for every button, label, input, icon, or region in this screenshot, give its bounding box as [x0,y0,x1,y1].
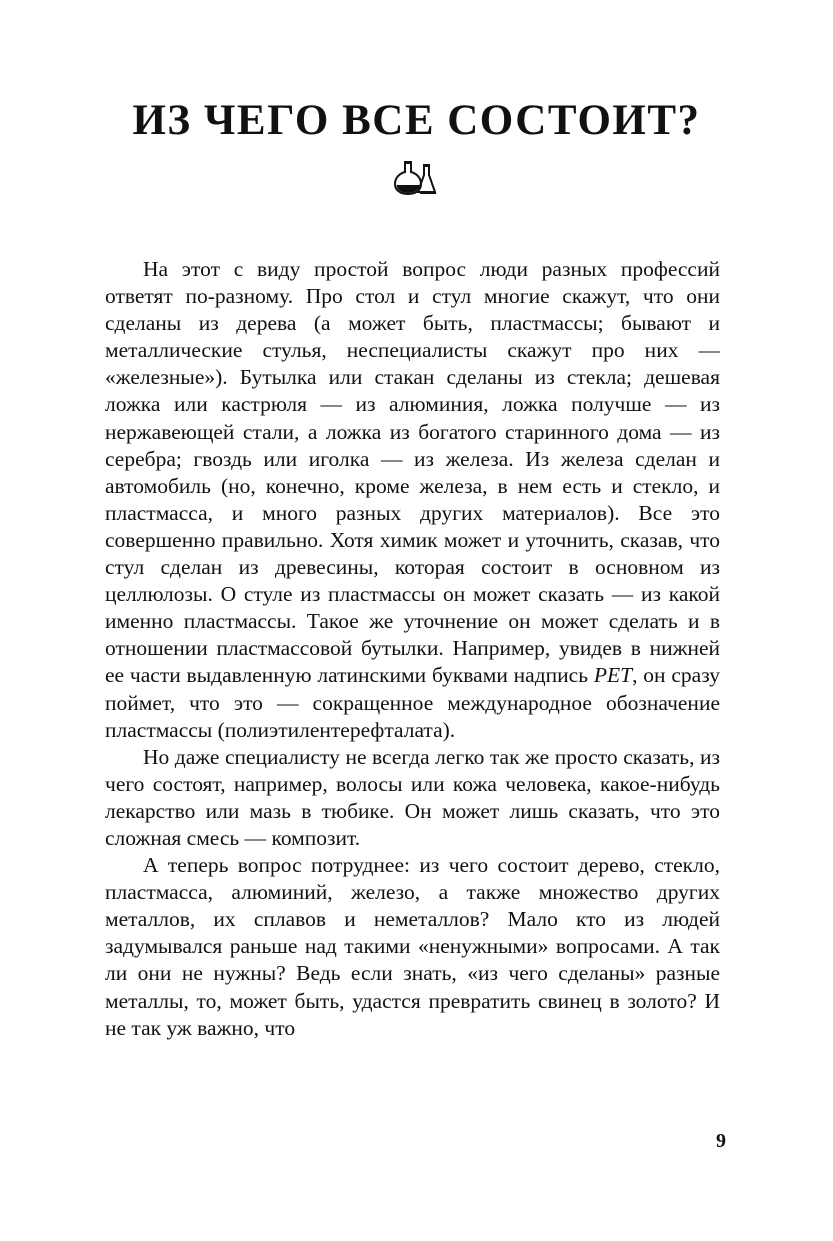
paragraph-1 [105,256,720,744]
page-number: 9 [716,1130,726,1152]
paragraph-3: А теперь вопрос потруднее: из чего состоит дерево, стекло, пластмасса, алюминий, железо, а также множество других металлов, их сплавов и неметаллов? Мало кто из людей задумывался раньше над такими «ненужными» вопросами. А так ли они не нужны? Ведь если знать, «из чего сделаны» разные металлы, то, может быть, удастся превратить свинец в золото? И не так уж важно, что [105,853,720,1040]
chapter-title: ИЗ ЧЕГО ВСЕ СОСТОИТ? [132,97,701,144]
chemistry-flasks-icon [393,158,437,196]
chapter-body [105,256,720,1042]
paragraph-1-text-end: , он сразу поймет, что это — сокращенное международное обозначение пластмассы (полиэтилентерефталата). [105,663,720,742]
paragraph-2: Но даже специалисту не всегда легко так же просто сказать, из чего состоят, например, волосы или кожа человека, какое-нибудь лекарство или мазь в тюбике. Он может лишь сказать, что это сложная смесь — композит. [105,744,720,850]
pet-abbreviation: PET [593,663,633,688]
paragraph-1-text: На этот с виду простой вопрос люди разных профессий ответят по-разному. Про стол и стул многие скажут, что они сделаны из дерева (а может быть, пластмассы; бывают и металлические стулья, неспециалисты скажут про них — «железные»). Бутылка или стакан сделаны из стекла; дешевая ложка или кастрюля — из алюминия, ложка получше — из нержавеющей стали, а ложка из богатого старинного дома — из серебра; гвоздь или иголка — из железа. Из железа сделан и автомобиль (но, конечно, кроме железа, в нем есть и стекло, и пластмасса, и много разных других материалов). Все это совершенно правильно. Хотя химик может и уточнить, сказав, что стул сделан из древесины, которая состоит в основном из целлюлозы. О стуле из пластмассы он может сказать — из какой именно пластмассы. Такое же уточнение он может сделать и в отношении пластмассовой бутылки. Например, увидев в нижней ее части выдавленную латинскими буквами надпись [105,257,720,688]
